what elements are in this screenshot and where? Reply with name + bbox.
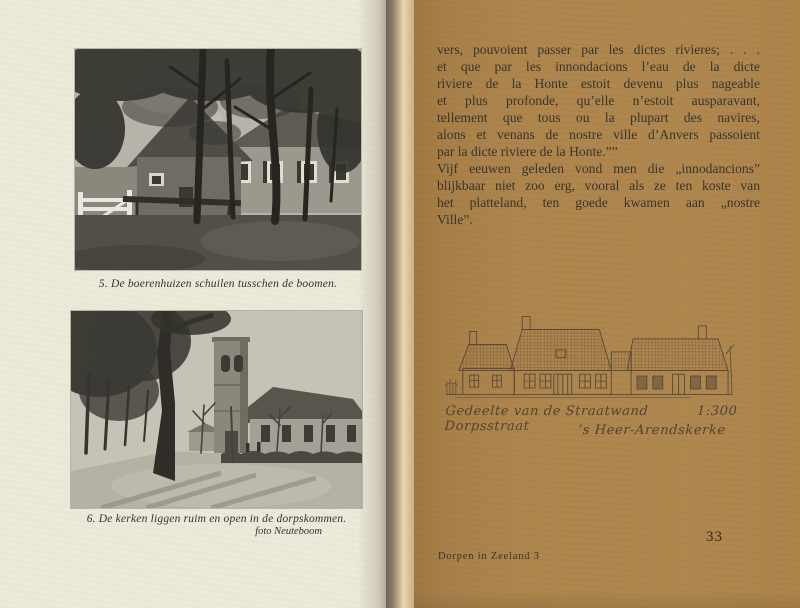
text-line: het platteland, ten goede kwamen aan „nostre: [437, 195, 760, 210]
photo-church: [71, 311, 362, 508]
text-line: alons et venans de nostre ville d’Anvers passoient: [437, 127, 760, 142]
text-line: riviere de la Honte estoit devenu plus nageable: [437, 76, 760, 91]
photo-credit: foto Neuteboom: [255, 526, 322, 537]
sketch-scale: 1:300: [696, 404, 738, 419]
photo-farmhouses: [75, 49, 361, 270]
page-gutter: [386, 0, 416, 608]
sketch-location: ’s Heer-Arendskerke: [577, 423, 727, 438]
text-line: blijkbaar niet zoo erg, vooral als ze ten koste van: [437, 178, 760, 193]
book-footer: Dorpen in Zeeland 3: [438, 551, 540, 562]
body-text: [437, 41, 760, 228]
sketch-caption: Gedeelte van de Straatwand Dorpsstraat: [444, 404, 649, 434]
left-page: [0, 0, 392, 608]
facade-sketch: [443, 298, 735, 402]
text-line: par la dicte riviere de la Honte.””: [437, 144, 618, 159]
text-line: et plus profonde, qu’elle n’estoit ausparavant,: [437, 93, 760, 108]
text-line: Ville”.: [437, 212, 473, 227]
photo-caption: 6. De kerken liggen ruim en open in de dorpskommen.: [86, 513, 347, 525]
page-bottom-shade: [414, 592, 800, 608]
page-number: 33: [706, 529, 723, 545]
farmhouses-photo-illustration: [75, 49, 361, 270]
street-facade-drawing: [443, 298, 735, 402]
text-line: et que par les innondacions l’eau de la dicte: [437, 59, 760, 74]
church-photo-illustration: [71, 311, 362, 508]
text-line: Vijf eeuwen geleden vond men die „innodancions”: [437, 161, 760, 176]
text-line: vers, pouvoient passer par les dictes rivieres; . . .: [437, 42, 760, 57]
photo-caption: 5. De boerenhuizen schuilen tusschen de boomen.: [98, 278, 338, 290]
text-line: tellement que tous ou la plupart des navires,: [437, 110, 760, 125]
